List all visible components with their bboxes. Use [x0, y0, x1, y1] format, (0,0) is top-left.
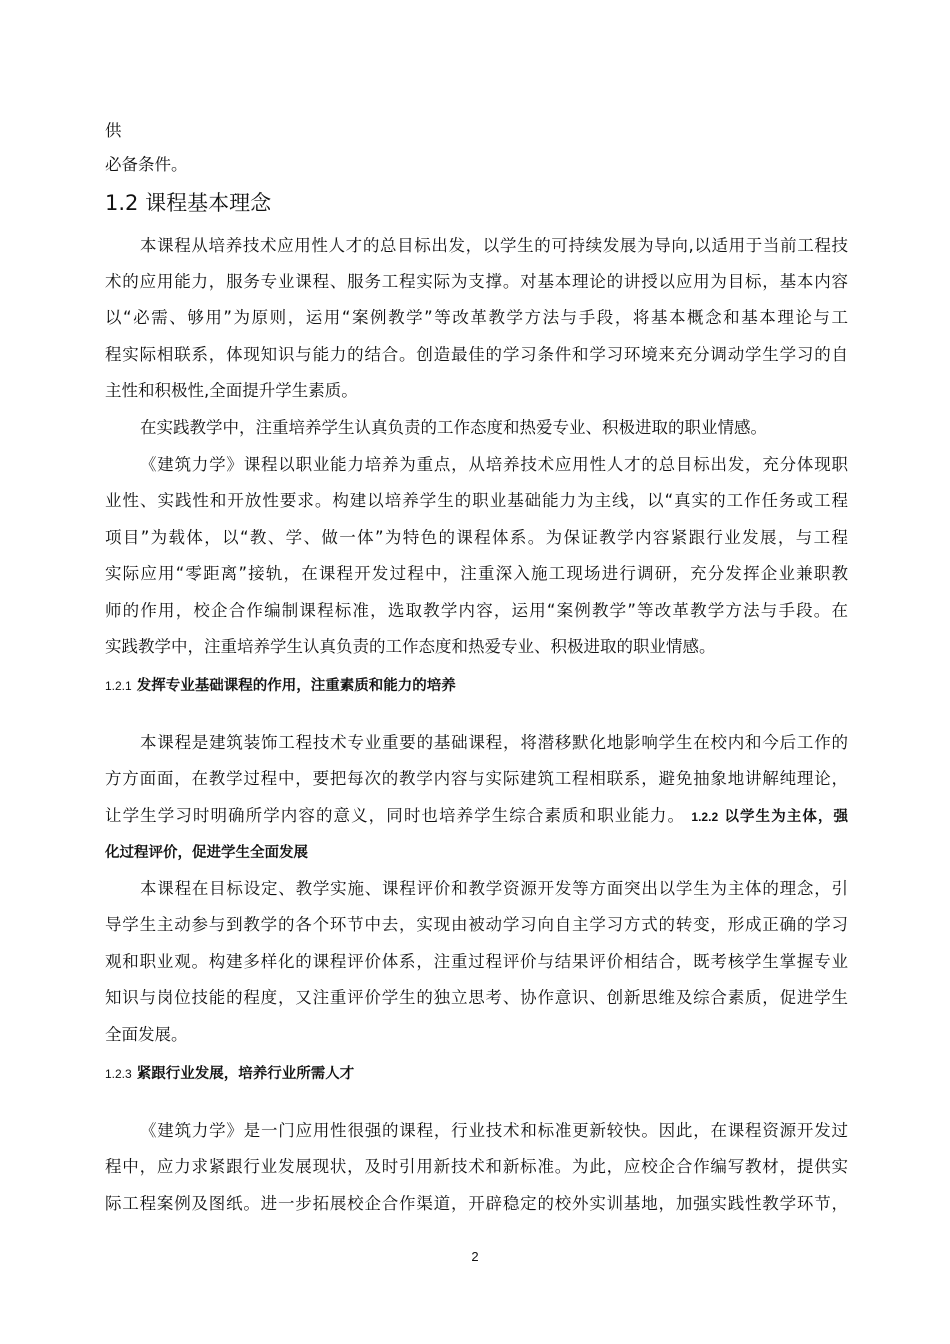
paragraph-line: 业性、实践性和开放性要求。构建以培养学生的职业基础能力为主线，以“真实的工作任务或工程 — [105, 491, 848, 510]
paragraph-line: 本课程是建筑装饰工程技术专业重要的基础课程，将潜移默化地影响学生在校内和今后工作的 — [140, 733, 848, 752]
paragraph-line: 《建筑力学》课程以职业能力培养为重点，从培养技术应用性人才的总目标出发，充分体现职 — [140, 455, 848, 474]
section-number: 1.2.2 — [691, 810, 719, 824]
paragraph-line: 程实际相联系，体现知识与能力的结合。创造最佳的学习条件和学习环境来充分调动学生学习的自 — [105, 345, 848, 364]
paragraph-text: 让学生学习时明确所学内容的意义，同时也培养学生综合素质和职业能力。 — [105, 806, 686, 825]
section-title: 紧跟行业发展，培养行业所需人才 — [136, 1066, 355, 1082]
paragraph-line: 知识与岗位技能的程度，又注重评价学生的独立思考、协作意识、创新思维及综合素质，促进学生 — [105, 988, 848, 1007]
paragraph-line: 导学生主动参与到教学的各个环节中去，实现由被动学习向自主学习方式的转变，形成正确的学习 — [105, 915, 848, 934]
paragraph-line: 本课程在目标设定、教学实施、课程评价和教学资源开发等方面突出以学生为主体的理念，引 — [140, 879, 848, 898]
section-heading-1-2: 1.2 课程基本理念 — [105, 191, 272, 215]
carryover-line-2: 必备条件。 — [105, 155, 188, 174]
paragraph-line: 在实践教学中，注重培养学生认真负责的工作态度和热爱专业、积极进取的职业情感。 — [140, 418, 767, 437]
paragraph-line: 观和职业观。构建多样化的课程评价体系，注重过程评价与结果评价相结合，既考核学生掌握专业 — [105, 952, 848, 971]
paragraph-line-with-inline-heading — [105, 806, 848, 826]
paragraph-line: 实践教学中，注重培养学生认真负责的工作态度和热爱专业、积极进取的职业情感。 — [105, 637, 716, 656]
paragraph-line: 方方面面，在教学过程中，要把每次的教学内容与实际建筑工程相联系，避免抽象地讲解纯理论， — [105, 769, 848, 788]
section-number: 1.2.3 — [105, 1067, 132, 1081]
section-heading-1-2-1 — [105, 676, 456, 696]
section-title: 发挥专业基础课程的作用，注重素质和能力的培养 — [136, 678, 456, 694]
carryover-line-1: 供 — [105, 121, 122, 140]
section-heading-1-2-3 — [105, 1064, 354, 1084]
section-title-inline: 以学生为主体，强 — [724, 809, 848, 825]
paragraph-line: 术的应用能力，服务专业课程、服务工程实际为支撑。对基本理论的讲授以应用为目标，基本内容 — [105, 272, 848, 291]
paragraph-line: 程中，应力求紧跟行业发展现状，及时引用新技术和新标准。为此，应校企合作编写教材，提供实 — [105, 1157, 848, 1176]
paragraph-line: 全面发展。 — [105, 1025, 188, 1044]
page-number: 2 — [471, 1249, 479, 1264]
section-heading-1-2-2 — [105, 842, 308, 863]
paragraph-line: 际工程案例及图纸。进一步拓展校企合作渠道，开辟稳定的校外实训基地，加强实践性教学环节， — [105, 1194, 848, 1213]
paragraph-line: 项目”为载体，以“教、学、做一体”为特色的课程体系。为保证教学内容紧跟行业发展，与工程 — [105, 528, 848, 547]
paragraph-line: 本课程从培养技术应用性人才的总目标出发，以学生的可持续发展为导向,以适用于当前工程技 — [140, 236, 848, 255]
paragraph-line: 主性和积极性,全面提升学生素质。 — [105, 381, 358, 400]
section-number: 1.2.1 — [105, 679, 132, 693]
paragraph-line: 实际应用“零距离”接轨，在课程开发过程中，注重深入施工现场进行调研，充分发挥企业兼职教 — [105, 564, 848, 583]
paragraph-line: 以“必需、够用”为原则，运用“案例教学”等改革教学方法与手段，将基本概念和基本理论与工 — [105, 308, 848, 327]
paragraph-line: 师的作用，校企合作编制课程标准，选取教学内容，运用“案例教学”等改革教学方法与手段。在 — [105, 601, 848, 620]
paragraph-line: 《建筑力学》是一门应用性很强的课程，行业技术和标准更新较快。因此，在课程资源开发过 — [140, 1121, 848, 1140]
section-title-continuation: 化过程评价，促进学生全面发展 — [105, 845, 308, 861]
